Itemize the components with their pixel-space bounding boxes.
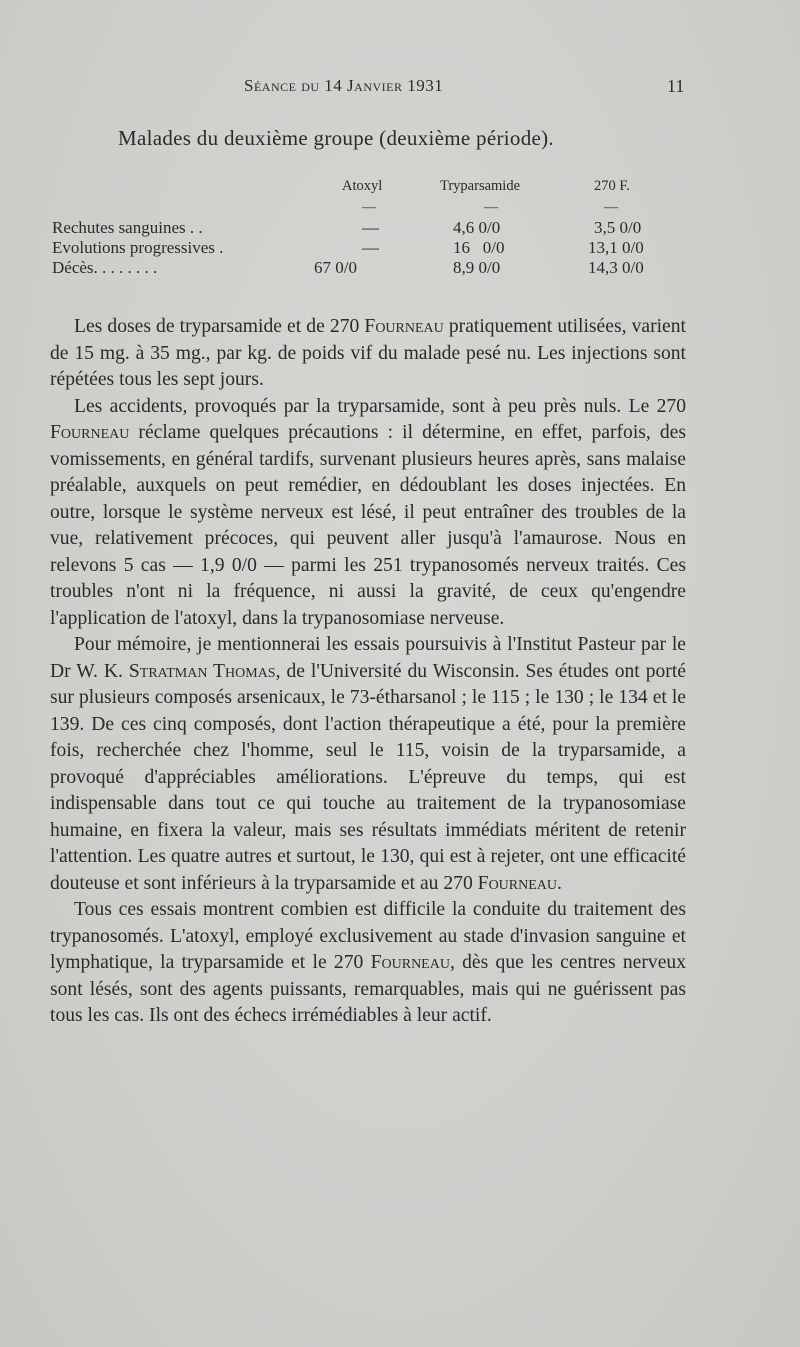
text-run: Tous ces essais montrent combien est difficile la conduite du traitement des trypanosomés. L'atoxyl, employé exclusivement au stade d'invasion sanguine et lymphatique, la tryparsamide et le 270 — [50, 899, 686, 973]
paragraph — [50, 394, 686, 633]
cell-tryparsamide: 4,6 0/0 — [453, 218, 501, 237]
author-name: Fourneau — [477, 872, 558, 894]
cell-atoxyl: — — [362, 218, 379, 237]
column-header-atoxyl: Atoxyl — [342, 178, 383, 194]
paragraph — [50, 314, 686, 394]
body-text — [50, 314, 686, 1030]
column-dash-atoxyl: — — [362, 200, 376, 215]
table-row — [52, 238, 682, 260]
row-label: Décès. . . . . . . . — [52, 258, 158, 277]
statistics-table — [52, 178, 682, 288]
author-name: Fourneau — [50, 422, 130, 443]
cell-270f: 3,5 0/0 — [594, 218, 642, 237]
table-row — [52, 258, 682, 280]
column-header-rule — [52, 200, 682, 214]
row-label: Evolutions progressives . — [52, 238, 224, 257]
paragraph — [50, 897, 686, 1030]
cell-tryparsamide: 8,9 0/0 — [453, 258, 501, 277]
table-title: Malades du deuxième groupe (deuxième période). — [118, 126, 554, 150]
column-dash-tryparsamide: — — [484, 200, 498, 215]
author-name: Fourneau — [370, 952, 450, 973]
text-run: . — [557, 872, 562, 894]
cell-tryparsamide: 16 0/0 — [453, 238, 505, 257]
row-label: Rechutes sanguines . . — [52, 218, 203, 237]
column-header-270f: 270 F. — [594, 178, 630, 194]
cell-atoxyl: 67 0/0 — [314, 258, 357, 277]
table-row — [52, 218, 682, 240]
author-name: Stratman Thomas — [128, 660, 276, 682]
paragraph — [50, 632, 686, 897]
text-run: réclame quelques précautions : il détermine, en effet, parfois, des vomissements, en général tardifs, survenant plusieurs heures après, sans malaise préalable, auxquels on peut remédier, en dédoublant les doses injectées. En outre, lorsque le système nerveux est lésé, il peut entraîner des troubles de la vue, relativement précoces, qui peuvent aller jusqu'à l'amaurose. Nous en relevons 5 cas — 1,9 0/0 — parmi les 251 trypanosomés nerveux traités. Ces troubles n'ont ni la fréquence, ni aussi la gravité, de ceux qu'engendre l'application de l'atoxyl, dans la trypanosomiase nerveuse. — [50, 422, 686, 629]
page-number: 11 — [667, 76, 685, 96]
column-dash-270f: — — [604, 200, 618, 215]
page-header — [0, 76, 800, 100]
column-header-tryparsamide: Tryparsamide — [440, 178, 521, 194]
text-run: pratiquement utilisées, varient de 15 mg. à 35 mg., par kg. de poids vif du malade pesé nu. Les injections sont répétées tous les sept jours. — [50, 316, 686, 390]
text-run: , dès que les centres nerveux sont lésés, sont des agents puissants, remarquables, mais qui ne guérissent pas tous les cas. Ils ont des échecs irrémédiables à leur actif. — [50, 952, 686, 1026]
cell-270f: 14,3 0/0 — [588, 258, 644, 277]
text-run: , de l'Université du Wisconsin. Ses études ont porté sur plusieurs composés arsenicaux, le 73-étharsanol ; le 115 ; le 130 ; le 134 et le 139. De ces cinq composés, dont l'action thérapeutique a été, pour la première fois, recherchée chez l'homme, seul le 115, voisin de la tryparsamide, a provoqué d'appréciables améliorations. L'épreuve du temps, qui est indispensable dans tout ce qui touche au traitement de la trypanosomiase humaine, en fixera la valeur, mais ses résultats immédiats méritent de retenir l'attention. Les quatre autres et surtout, le 130, qui est à rejeter, ont une efficacité douteuse et sont inférieurs à la tryparsamide et au 270 — [50, 660, 686, 894]
cell-atoxyl: — — [362, 238, 379, 257]
text-run: Les doses de tryparsamide et de 270 — [74, 316, 365, 337]
text-run: Les accidents, provoqués par la tryparsamide, sont à peu près nuls. Le 270 — [74, 395, 686, 417]
text-run: Pour mémoire, je mentionnerai les essais poursuivis à l'Institut Pasteur par le Dr W. K. — [50, 634, 686, 682]
cell-270f: 13,1 0/0 — [588, 238, 644, 257]
running-head: Séance du 14 Janvier 1931 — [244, 76, 444, 95]
author-name: Fourneau — [364, 316, 444, 337]
